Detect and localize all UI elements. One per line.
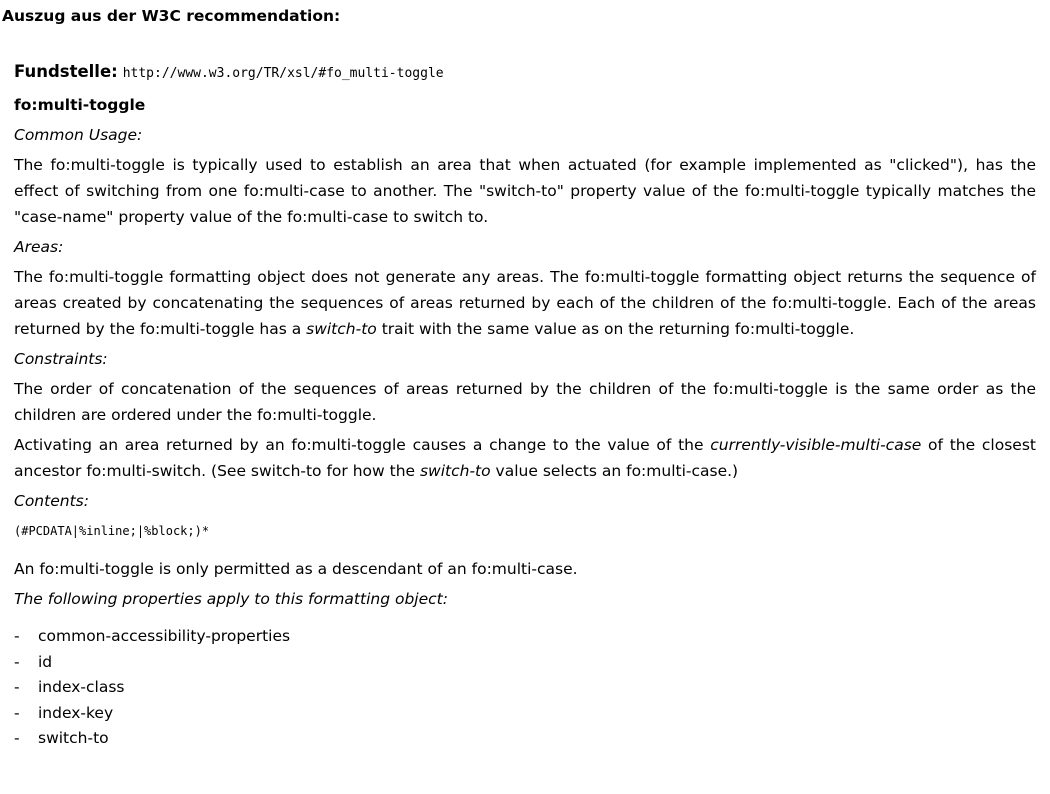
areas-text-part-1: The fo:multi-toggle formatting object does not generate any areas. The fo:multi-toggle formatting object returns the sequence of areas created by concatenating the sequences of areas returned by each of the children of the fo:multi-toggle. Each of the areas returned by the fo:multi-toggle has a — [14, 268, 1036, 338]
bullet-dash: - — [14, 652, 20, 671]
contents-heading: Contents: — [14, 492, 89, 510]
areas-heading: Areas: — [14, 238, 64, 256]
common-usage-heading: Common Usage: — [14, 126, 143, 144]
property-item — [14, 701, 1036, 727]
constraints-paragraph-2 — [14, 432, 1036, 484]
content-model: (#PCDATA|%inline;|%block;)* — [14, 524, 210, 538]
constraints-text-a: Activating an area returned by an fo:multi-toggle causes a change to the value of the — [14, 436, 711, 454]
constraints-paragraph-1: The order of concatenation of the sequences of areas returned by the children of the fo:multi-toggle is the same order as the children are ordered under the fo:multi-toggle. — [14, 380, 1036, 424]
property-item — [14, 675, 1036, 701]
constraints-emphasis-2: switch-to — [419, 462, 491, 480]
bullet-dash: - — [14, 678, 20, 697]
property-name: switch-to — [38, 729, 109, 748]
properties-heading: The following properties apply to this formatting object: — [14, 590, 448, 608]
areas-text — [14, 264, 1036, 342]
areas-text-part-2: trait with the same value as on the returning fo:multi-toggle. — [376, 320, 855, 338]
source-url: http://www.w3.org/TR/xsl/#fo_multi-toggle — [122, 66, 444, 81]
property-list — [14, 624, 1036, 752]
property-name: index-class — [38, 678, 125, 697]
constraints-text-b: of the closest ancestor fo:multi-switch. (See switch-to for how the — [14, 436, 1036, 480]
element-title: fo:multi-toggle — [14, 96, 146, 114]
source-label: Fundstelle: — [14, 62, 118, 81]
page-heading: Auszug aus der W3C recommendation: — [2, 7, 341, 25]
areas-emphasis: switch-to — [306, 320, 377, 338]
constraints-emphasis-1: currently-visible-multi-case — [710, 436, 922, 454]
property-name: index-key — [38, 703, 114, 722]
property-name: common-accessibility-properties — [38, 627, 291, 645]
contents-note: An fo:multi-toggle is only permitted as a descendant of an fo:multi-case. — [14, 560, 578, 578]
property-item — [14, 650, 1036, 676]
property-item — [14, 624, 1036, 650]
common-usage-text: The fo:multi-toggle is typically used to establish an area that when actuated (for example implemented as "clicked"), has the effect of switching from one fo:multi-case to another. The "switch-to" property value of the fo:multi-toggle typically matches the "case-name" property value of the fo:multi-case to switch to. — [14, 156, 1036, 226]
excerpt-body — [14, 60, 1036, 752]
source-reference — [14, 60, 1036, 84]
property-item — [14, 726, 1036, 752]
bullet-dash: - — [14, 703, 20, 722]
bullet-dash: - — [14, 627, 20, 645]
bullet-dash: - — [14, 729, 20, 748]
constraints-text-c: value selects an fo:multi-case.) — [490, 462, 739, 480]
constraints-heading: Constraints: — [14, 350, 108, 368]
property-name: id — [38, 652, 53, 671]
